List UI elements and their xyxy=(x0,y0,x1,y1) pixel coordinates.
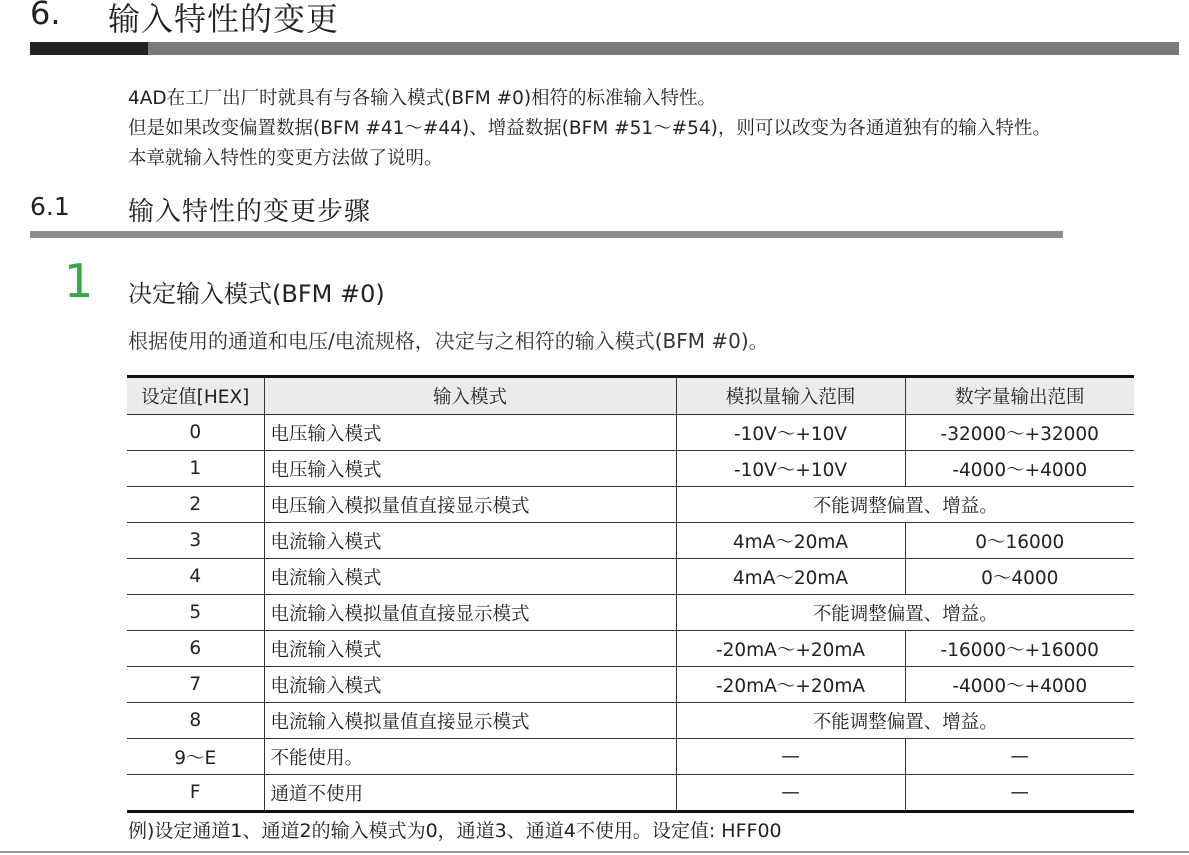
cell-analog: 4mA～20mA xyxy=(676,523,905,559)
cell-code: 5 xyxy=(127,595,264,631)
subsection-title: 输入特性的变更步骤 xyxy=(128,197,372,227)
table-row xyxy=(127,523,1134,559)
table-row xyxy=(127,559,1134,595)
section-rule-gray xyxy=(148,42,1179,55)
cell-merged-note: 不能调整偏置、增益。 xyxy=(676,595,1134,631)
subsection-number: 6.1 xyxy=(30,192,70,221)
cell-mode: 电流输入模拟量值直接显示模式 xyxy=(264,595,676,631)
section-rule-dark xyxy=(30,42,148,55)
header-setting-value: 设定值[HEX] xyxy=(127,377,264,415)
table-row xyxy=(127,703,1134,739)
section-number: 6. xyxy=(30,0,61,32)
cell-code: 9～E xyxy=(127,739,264,775)
cell-mode: 电流输入模式 xyxy=(264,667,676,703)
cell-digital: — xyxy=(905,739,1134,775)
table-row xyxy=(127,415,1134,451)
cell-mode: 电压输入模式 xyxy=(264,415,676,451)
cell-analog: 4mA～20mA xyxy=(676,559,905,595)
cell-mode: 电流输入模式 xyxy=(264,631,676,667)
cell-digital: -16000～+16000 xyxy=(905,631,1134,667)
cell-code: 6 xyxy=(127,631,264,667)
cell-code: F xyxy=(127,775,264,812)
table-row xyxy=(127,631,1134,667)
cell-analog: — xyxy=(676,739,905,775)
step-number: 1 xyxy=(64,254,94,308)
table-row xyxy=(127,667,1134,703)
section-title: 输入特性的变更 xyxy=(108,0,340,38)
cell-code: 3 xyxy=(127,523,264,559)
cell-digital: 0～4000 xyxy=(905,559,1134,595)
page-bottom-rule xyxy=(0,851,1189,853)
cell-merged-note: 不能调整偏置、增益。 xyxy=(676,703,1134,739)
cell-analog: -10V～+10V xyxy=(676,415,905,451)
cell-mode: 电压输入模拟量值直接显示模式 xyxy=(264,487,676,523)
step-description: 根据使用的通道和电压/电流规格，决定与之相符的输入模式(BFM #0)。 xyxy=(128,329,769,353)
cell-analog: -20mA～+20mA xyxy=(676,631,905,667)
cell-code: 8 xyxy=(127,703,264,739)
table-row xyxy=(127,775,1134,812)
cell-digital: -4000～+4000 xyxy=(905,667,1134,703)
cell-digital: -32000～+32000 xyxy=(905,415,1134,451)
cell-analog: — xyxy=(676,775,905,812)
cell-mode: 电流输入模拟量值直接显示模式 xyxy=(264,703,676,739)
cell-analog: -10V～+10V xyxy=(676,451,905,487)
cell-mode: 电压输入模式 xyxy=(264,451,676,487)
cell-digital: -4000～+4000 xyxy=(905,451,1134,487)
table-header-row xyxy=(127,377,1134,415)
intro-line-2: 但是如果改变偏置数据(BFM #41～#44)、增益数据(BFM #51～#54)，则可以改变为各通道独有的输入特性。 xyxy=(128,118,1051,139)
cell-mode: 通道不使用 xyxy=(264,775,676,812)
cell-digital: 0～16000 xyxy=(905,523,1134,559)
example-note: 例)设定通道1、通道2的输入模式为0，通道3、通道4不使用。设定值: HFF00 xyxy=(128,820,782,842)
cell-mode: 电流输入模式 xyxy=(264,523,676,559)
table-row xyxy=(127,487,1134,523)
intro-line-1: 4AD在工厂出厂时就具有与各输入模式(BFM #0)相符的标准输入特性。 xyxy=(128,88,717,109)
cell-code: 1 xyxy=(127,451,264,487)
table-row xyxy=(127,595,1134,631)
cell-code: 2 xyxy=(127,487,264,523)
intro-line-3: 本章就输入特性的变更方法做了说明。 xyxy=(128,148,443,169)
cell-code: 0 xyxy=(127,415,264,451)
cell-mode: 电流输入模式 xyxy=(264,559,676,595)
table-row xyxy=(127,739,1134,775)
cell-merged-note: 不能调整偏置、增益。 xyxy=(676,487,1134,523)
header-analog-range: 模拟量输入范围 xyxy=(676,377,905,415)
cell-code: 4 xyxy=(127,559,264,595)
subsection-rule xyxy=(30,231,1063,238)
cell-digital: — xyxy=(905,775,1134,812)
cell-mode: 不能使用。 xyxy=(264,739,676,775)
header-input-mode: 输入模式 xyxy=(264,377,676,415)
step-title: 决定输入模式(BFM #0) xyxy=(128,280,385,308)
header-digital-range: 数字量输出范围 xyxy=(905,377,1134,415)
cell-analog: -20mA～+20mA xyxy=(676,667,905,703)
input-mode-table xyxy=(127,375,1134,813)
cell-code: 7 xyxy=(127,667,264,703)
table-row xyxy=(127,451,1134,487)
